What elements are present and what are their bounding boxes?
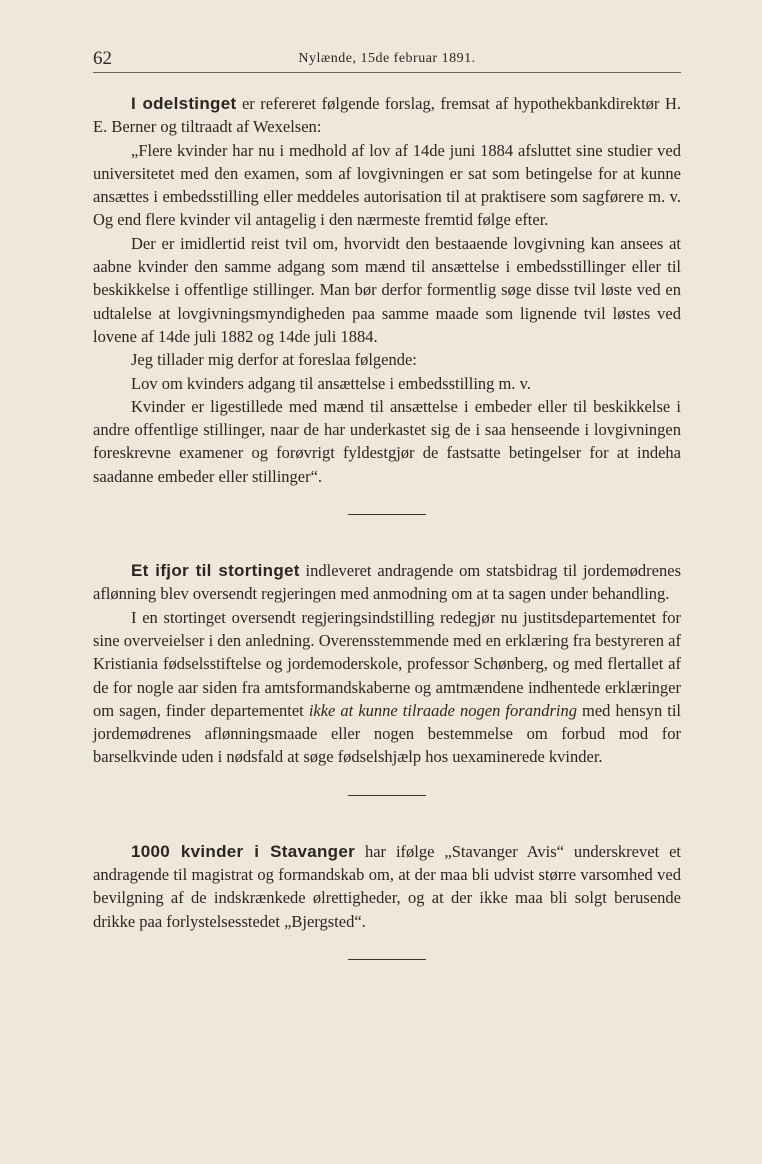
section3-lead: 1000 kvinder i Stavanger xyxy=(131,841,356,861)
section2-paragraph-2 xyxy=(93,606,681,769)
section3-intro-text: har ifølge „Stavanger Avis“ underskrevet et andragende til magistrat og formandskab om, at der maa bli udvist større varsomhed ved bevilgning af de indskrænkede ølrettigheder, og at der ikke maa bli solgt berusende drikke paa forlystelsesstedet „Bjergsted“. xyxy=(93,841,681,931)
section2-italic-text: ikke at kunne tilraade nogen forandring xyxy=(308,700,577,720)
article-body xyxy=(93,92,681,960)
section2-text-a: I en stortinget oversendt regjeringsindstilling redegjør nu justitsdepartementet for sine overveielser i den anledning. Overensstemmende med en erklæring fra bestyreren af Kristiania fødselsstiftelse og jordemoderskole, professor Schønberg, og med flertallet af de for nogle aar siden fra amtsformandskaberne og amtmændene indhentede erklæringer om sagen, finder departementet xyxy=(93,607,681,720)
section-divider xyxy=(348,959,426,960)
section2-intro xyxy=(93,559,681,606)
page-number: 62 xyxy=(93,48,112,69)
section1-paragraph-2: „Flere kvinder har nu i medhold af lov af 14de juni 1884 afsluttet sine studier ved universitetet med den examen, som af lovgivningen er sat som betingelse for at kunne ansættes i embedsstilling eller meddeles autorisation til at praktisere som sagførere m. v. Og end flere kvinder vil antagelig i den nærmeste fremtid følge efter. xyxy=(93,140,681,230)
page-header xyxy=(93,48,681,73)
section2-text-b: med hensyn til jordemødrenes aflønningsmaade eller nogen bestemmelse om forbud mod for barselkvinde uden i nødsfald at søge fødselshjælp hos uexaminerede kvinder. xyxy=(93,700,682,767)
running-head: Nylænde, 15de februar 1891. xyxy=(298,51,476,66)
section1-paragraph-4: Jeg tillader mig derfor at foreslaa følgende: xyxy=(131,350,417,370)
section1-intro xyxy=(93,92,681,139)
section1-paragraph-6: Kvinder er ligestillede med mænd til ansættelse i embeder eller til beskikkelse i andre offentlige stillinger, naar de har underkastet sig de i saa henseende i lovgivningen foreskrevne examener og forøvrigt fyldestgjør de fastsatte betingelser for at indeha saadanne embeder eller stillinger“. xyxy=(93,396,681,486)
section1-paragraph-5: Lov om kvinders adgang til ansættelse i embedsstilling m. v. xyxy=(131,373,531,393)
section1-lead: I odelstinget xyxy=(131,94,237,113)
section2-lead: Et ifjor til stortinget xyxy=(131,561,300,581)
section2-intro-text: indleveret andragende om statsbidrag til jordemødrenes aflønning blev oversendt regjeringen med anmodning om at ta sagen under behandling. xyxy=(93,561,681,604)
section3-intro xyxy=(93,840,681,933)
section1-intro-text: er refereret følgende forslag, fremsat af hypothekbankdirektør H. E. Berner og tiltraadt af Wexelsen: xyxy=(93,94,681,137)
section1-paragraph-3: Der er imidlertid reist tvil om, hvorvidt den bestaaende lovgivning kan ansees at aabne kvinder den samme adgang som mænd til ansættelse i embedsstillinger eller til beskikkelse i offentlige stillinger. Man bør derfor formentlig søge disse tvil løste ved en udtalelse at lovgivningsmyndigheden paa samme maade som lignende tvil løstes ved lovene af 14de juli 1882 og 14de juli 1884. xyxy=(93,233,681,346)
